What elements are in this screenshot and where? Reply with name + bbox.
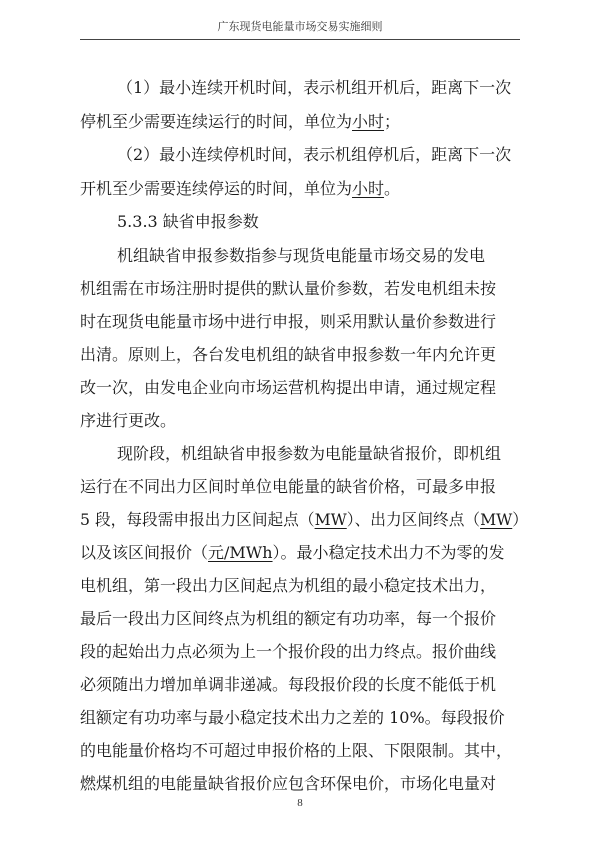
- unit-hours: 小时: [352, 112, 385, 131]
- paragraph-line: 机组需在市场注册时提供的默认量价参数，若发电机组未按: [80, 279, 497, 298]
- unit-mw: MW: [480, 510, 513, 529]
- unit-hours: 小时: [352, 179, 385, 198]
- paragraph-line: 电机组，第一段出力区间起点为机组的最小稳定技术出力，: [80, 576, 497, 595]
- paragraph-line: 现阶段，机组缺省申报参数为电能量缺省报价，即机组: [117, 444, 502, 463]
- paragraph-text: ）。最小稳定技术出力不为零的发: [272, 543, 505, 562]
- item-1-line-2: [80, 114, 400, 130]
- paragraph-text: ）、出力区间终点（: [346, 510, 481, 529]
- paragraph-line: 改一次，由发电企业向市场运营机构提出申请，通过规定程: [80, 378, 497, 397]
- item-1-line-1: （1）最小连续开机时间，表示机组开机后，距离下一次: [117, 78, 512, 97]
- paragraph-line: [80, 545, 505, 561]
- paragraph-line: 时在现货电能量市场中进行申报，则采用默认量价参数进行: [80, 312, 497, 331]
- paragraph-line: 出清。原则上，各台发电机组的缺省申报参数一年内允许更: [80, 345, 497, 364]
- section-heading: 5.3.3 缺省申报参数: [117, 212, 259, 231]
- running-header: 广东现货电能量市场交易实施细则: [217, 20, 383, 33]
- item-1-punct: ；: [384, 112, 401, 131]
- item-2-line-2: [80, 181, 400, 197]
- paragraph-line: 必须随出力增加单调非递减。每段报价段的长度不能低于机: [80, 675, 497, 694]
- item-2-text: 开机至少需要连续停运的时间，单位为: [80, 179, 353, 198]
- paragraph-line: 运行在不同出力区间时单位电能量的缺省价格，可最多申报: [80, 477, 497, 496]
- paragraph-text: 以及该区间报价（: [80, 543, 209, 562]
- page-number: 8: [297, 797, 303, 809]
- paragraph-line: 燃煤机组的电能量缺省报价应包含环保电价，市场化电量对: [80, 774, 497, 793]
- item-1-text: 停机至少需要连续运行的时间，单位为: [80, 112, 353, 131]
- paragraph-line: 的电能量价格均不可超过申报价格的上限、下限限制。其中，: [80, 741, 513, 760]
- paragraph-line: [80, 512, 528, 528]
- item-2-line-1: （2）最小连续停机时间，表示机组停机后，距离下一次: [117, 145, 512, 164]
- paragraph-text: ）: [512, 510, 528, 529]
- paragraph-line: 机组缺省申报参数指参与现货电能量市场交易的发电: [117, 246, 486, 265]
- paragraph-line: 段的起始出力点必须为上一个报价段的出力终点。报价曲线: [80, 642, 497, 661]
- paragraph-line: 最后一段出力区间终点为机组的额定有功功率，每一个报价: [80, 609, 497, 628]
- paragraph-text: 5 段，每段需申报出力区间起点（: [80, 510, 315, 529]
- paragraph-line: 组额定有功功率与最小稳定技术出力之差的 10%。每段报价: [80, 708, 505, 727]
- unit-mw: MW: [314, 510, 347, 529]
- item-2-punct: 。: [384, 179, 401, 198]
- unit-yuan-per-mwh: 元/MWh: [208, 543, 273, 562]
- paragraph-line: 序进行更改。: [80, 411, 177, 430]
